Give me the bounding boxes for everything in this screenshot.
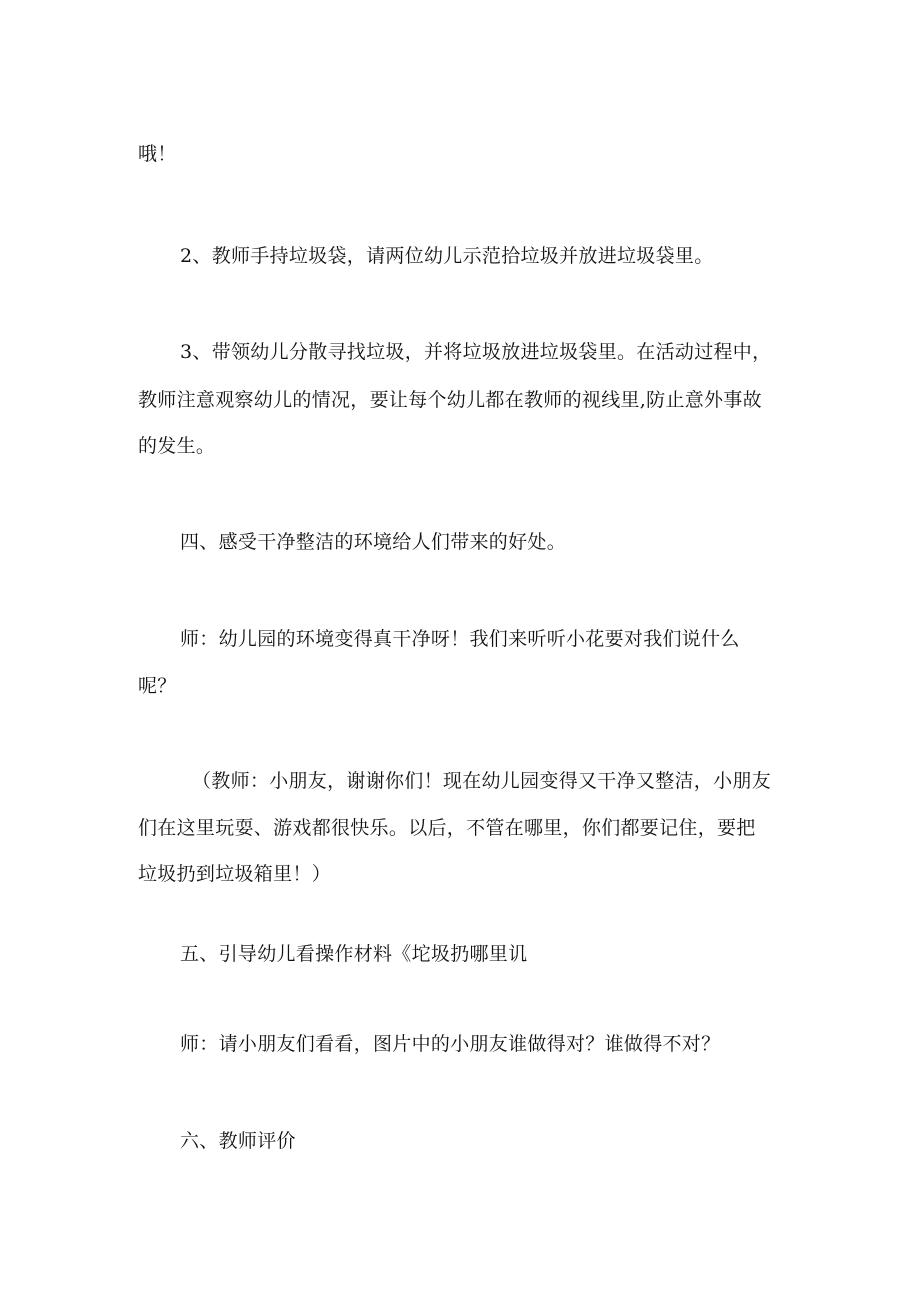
- text-line: 2、教师手持垃圾袋，请两位幼儿示范拾垃圾并放进垃圾袋里。: [180, 245, 714, 267]
- text-line: 的发生。: [138, 435, 216, 457]
- text-line: 师：幼儿园的环境变得真干净呀！我们来听听小花要对我们说什么: [180, 628, 740, 650]
- text-line: （教师：小朋友，谢谢你们！现在幼儿园变得又干净又整洁，小朋友: [192, 770, 772, 792]
- text-line: 们在这里玩耍、游戏都很快乐。以后，不管在哪里，你们都要记住，要把: [138, 817, 756, 839]
- text-line: 哦！: [138, 143, 177, 165]
- text-line: 教师注意观察幼儿的情况，要让每个幼儿都在教师的视线里,防止意外事故: [138, 389, 762, 411]
- text-line: 五、引导幼儿看操作材料《坨圾扔哪里讥: [180, 943, 528, 965]
- text-line: 师：请小朋友们看看，图片中的小朋友谁做得对？谁做得不对？: [180, 1033, 721, 1055]
- text-line: 呢？: [138, 675, 177, 697]
- text-line: 四、感受干净整洁的环境给人们带来的好处。: [180, 531, 567, 553]
- text-line: 3、带领幼儿分散寻找垃圾，并将垃圾放进垃圾袋里。在活动过程中，: [180, 341, 772, 363]
- text-line: 垃圾扔到垃圾箱里！）: [138, 863, 332, 885]
- text-line: 六、教师评价: [180, 1130, 296, 1152]
